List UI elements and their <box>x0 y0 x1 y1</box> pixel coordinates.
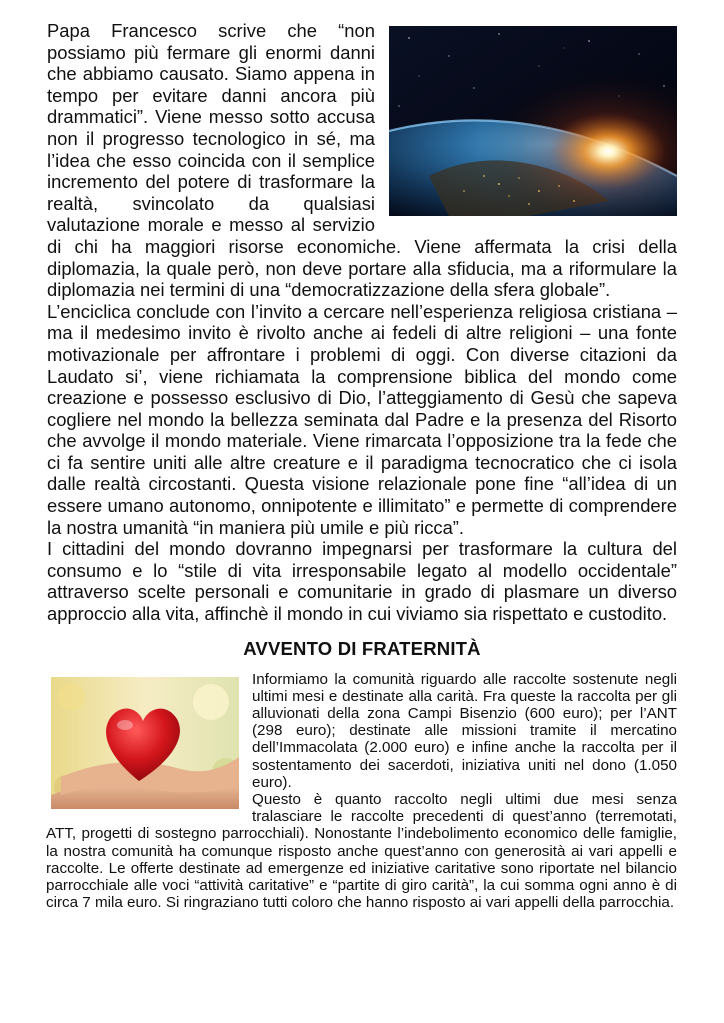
article2-paragraph-2: Questo è quanto raccolto negli ultimi due mesi senza tralasciare le raccolte precedenti di quest’anno (terremotati, ATT, progetti di sostegno parrocchiali). Nonostante l’indebolimento economico delle famiglie, la nostra comunità ha comunque risposto anche quest’anno con generosità ai vari appelli e raccolte. Le offerte destinate ad emergenze ed iniziative caritative sono riportate nel bilancio parrocchiale alle voci “attività caritative” e “partite di giro carità”, la cui somma ogni anno è di circa 7 mila euro. Si ringraziano tutti coloro che hanno risposto ai vari appelli della parrocchia. <box>46 791 677 912</box>
article1-paragraph-2: L’enciclica conclude con l’invito a cercare nell’esperienza religiosa cristiana – ma il medesimo invito è rivolto anche ai fedeli di altre religioni – una fonte motivazionale per affrontare i problemi di oggi. Con diverse citazioni da Laudato si’, viene richiamata la comprensione biblica del mondo come creazione e possesso esclusivo di Dio, l’atteggiamento di Gesù che sapeva cogliere nel mondo la bellezza seminata dal Padre e la presenza del Risorto che avvolge il mondo materiale. Viene rimarcata l’opposizione tra la fede che ci fa sentire uniti alle altre creature e il paradigma tecnocratico che ci isola dalle realtà circostanti. Questa visione relazionale pone fine “all’idea di un essere umano autonomo, onnipotente e illimitato” e permette di comprendere la nostra umanità “in maniera più umile e più ricca”. <box>47 300 677 538</box>
article-avvento-di-fraternita <box>46 671 677 912</box>
hands-holding-heart-image <box>51 677 239 809</box>
newsletter-page <box>47 20 677 911</box>
earth-from-space-image <box>389 26 677 216</box>
article2-paragraph-1: Informiamo la comunità riguardo alle raccolte sostenute negli ultimi mesi e destinate alla carità. Fra queste la raccolta per gli alluvionati della zona Campi Bisenzio (600 euro); per l’ANT (298 euro); destinate alle missioni tramite il mercatino dell’Immacolata (2.000 euro) e infine anche la raccolta per il sostentamento dei sacerdoti, iniziativa uniti nel dono (1.050 euro). <box>252 670 677 791</box>
section-heading: AVVENTO DI FRATERNITÀ <box>243 637 481 659</box>
article1-paragraph-1: Papa Francesco scrive che “non possiamo più fermare gli enormi danni che abbiamo causato. Siamo appena in tempo per evitare danni ancora più drammatici”. Viene messo sotto accusa non il progresso tecnologico in sé, ma l’idea che esso coincida con il semplice incremento del potere di trasformare la realtà, svincolato da qualsiasi valutazione morale e messo al servizio di chi ha maggiori risorse economiche. Viene affermata la crisi della diplomazia, la quale però, non deve portare alla sfiducia, ma a riformulare la diplomazia nei termini di una “democratizzazione della sfera globale”. <box>47 20 677 301</box>
article-laudate-deum <box>47 20 677 625</box>
article1-paragraph-3: I cittadini del mondo dovranno impegnarsi per trasformare la cultura del consumo e lo “stile di vita irresponsabile legato al modello occidentale” attraverso scelte personali e comunitarie in grado di plasmare un diverso approccio alla vita, affinchè il mondo in cui viviamo sia rispettato e custodito. <box>47 538 677 625</box>
